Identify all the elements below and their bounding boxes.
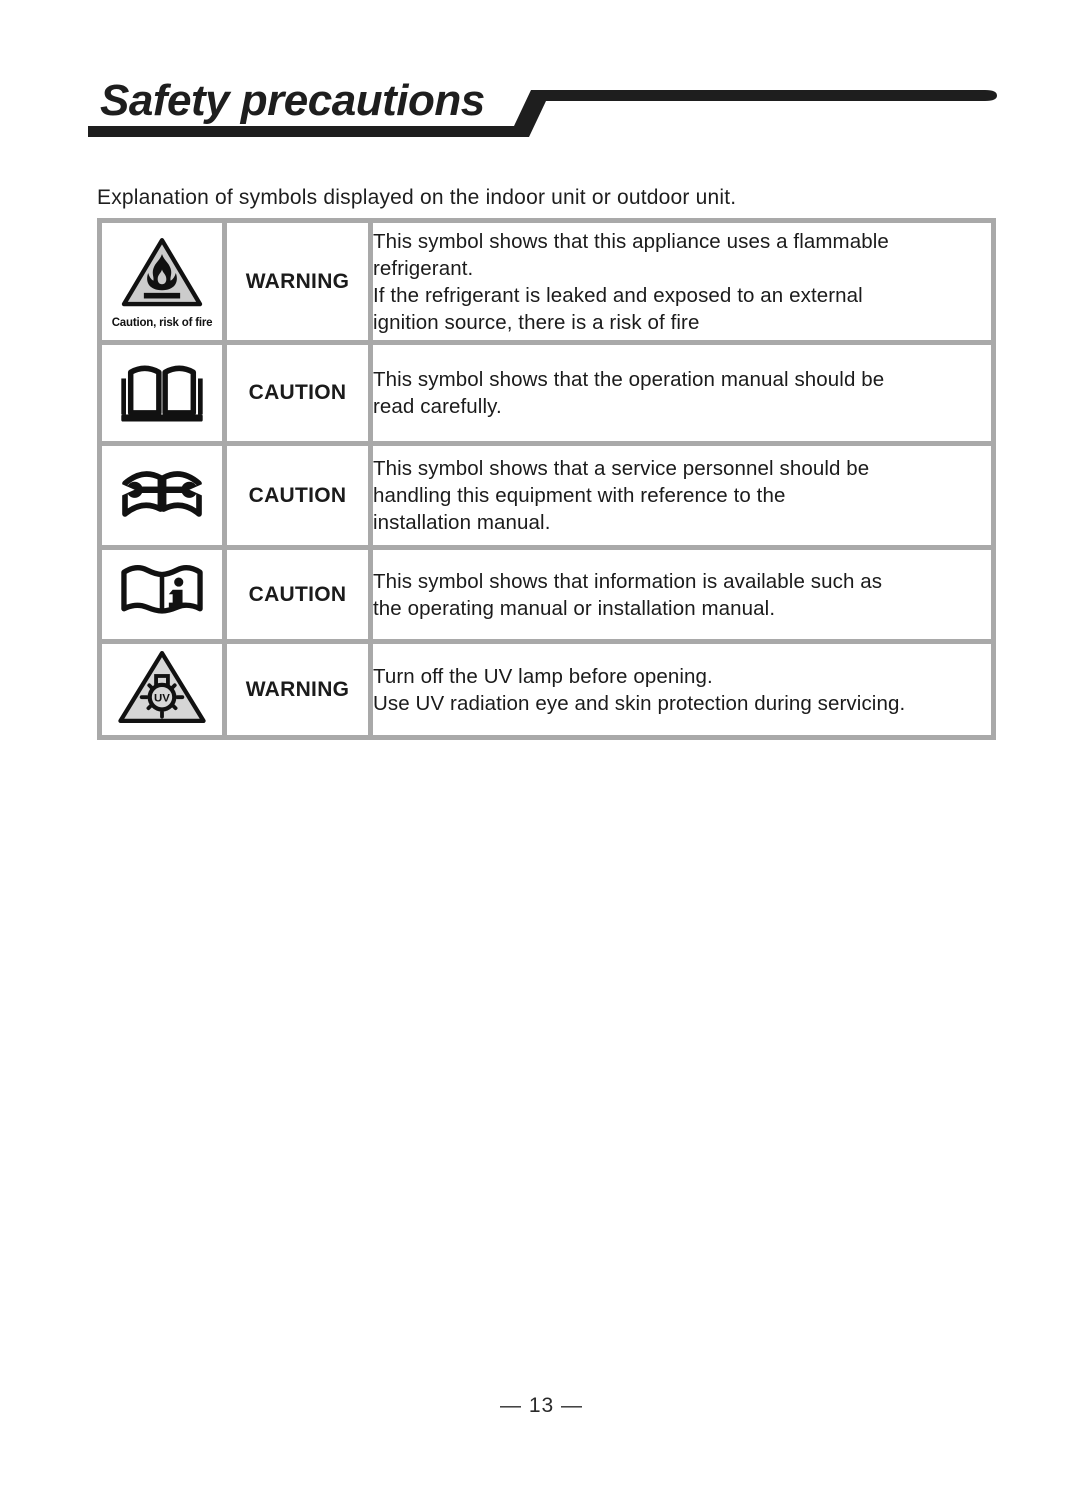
description-line: Turn off the UV lamp before opening. — [373, 664, 713, 688]
row-description — [371, 221, 994, 343]
symbols-table — [97, 218, 996, 740]
table-row — [100, 444, 994, 548]
description-line: refrigerant. — [373, 256, 474, 280]
operation-manual-book-icon — [114, 355, 210, 427]
description-line: installation manual. — [373, 511, 551, 534]
flammable-warning-triangle-icon — [116, 235, 208, 311]
description-line: read carefully. — [373, 395, 502, 418]
description-line: This symbol shows that this appliance uses a flammable — [373, 229, 889, 253]
description-line: This symbol shows that the operation manual should be — [373, 368, 885, 391]
table-row — [100, 221, 994, 343]
row-label: CAUTION — [225, 343, 371, 444]
description-line: the operating manual or installation manual. — [373, 596, 776, 620]
flammable-warning-icon-cell — [100, 221, 225, 343]
service-manual-wrench-book-icon — [112, 456, 212, 530]
row-description — [371, 548, 994, 642]
uv-warning-icon-cell — [100, 642, 225, 738]
table-row — [100, 642, 994, 738]
description-line: This symbol shows that a service personnel should be — [373, 457, 870, 480]
uv-lamp-warning-triangle-icon — [115, 648, 209, 726]
page-number: — 13 — — [499, 1394, 584, 1417]
description-line: handling this equipment with reference to the — [373, 484, 786, 507]
table-row — [100, 343, 994, 444]
info-manual-book-icon — [115, 557, 209, 627]
service-manual-icon-cell — [100, 444, 225, 548]
row-label: CAUTION — [225, 444, 371, 548]
row-label: WARNING — [225, 642, 371, 738]
row-description — [371, 642, 994, 738]
uv-icon-text: UV — [154, 692, 170, 705]
page-title: Safety precautions — [100, 76, 485, 125]
row-label: WARNING — [225, 221, 371, 343]
description-line: ignition source, there is a risk of fire — [373, 310, 700, 334]
table-row — [100, 548, 994, 642]
description-line: This symbol shows that information is available such as — [373, 569, 883, 593]
flammable-icon-caption: Caution, risk of fire — [111, 316, 213, 329]
operation-manual-icon-cell — [100, 343, 225, 444]
symbols-explanation-text: Explanation of symbols displayed on the indoor unit or outdoor unit. — [97, 186, 737, 209]
info-manual-icon-cell — [100, 548, 225, 642]
row-label: CAUTION — [225, 548, 371, 642]
description-line: Use UV radiation eye and skin protection during servicing. — [373, 691, 906, 715]
row-description — [371, 444, 994, 548]
description-line: If the refrigerant is leaked and exposed to an external — [373, 283, 863, 307]
row-description — [371, 343, 994, 444]
